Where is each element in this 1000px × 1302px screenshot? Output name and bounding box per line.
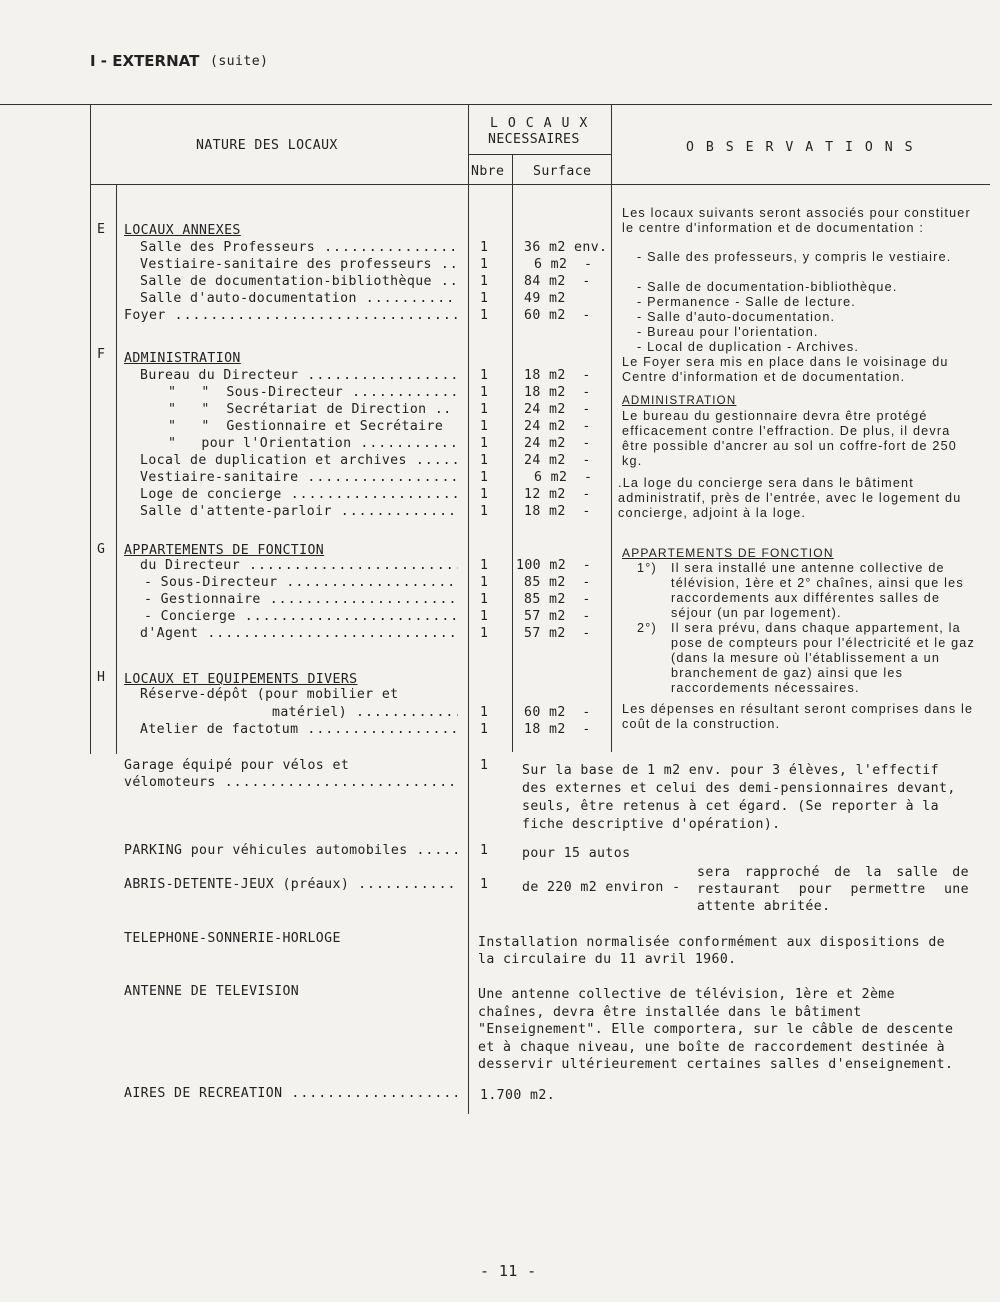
col-border-left [90, 104, 91, 754]
col-header-surface: Surface [533, 164, 592, 179]
row-surface: 85 m2 - [524, 592, 591, 607]
obs-e-item: - Salle de documentation-bibliothèque. [637, 280, 898, 294]
row-label: Salle de documentation-bibliothèque ..... [140, 274, 458, 289]
row-surface: 49 m2 [524, 291, 566, 306]
abris-obs-left: de 220 m2 environ - [522, 880, 681, 895]
obs-e-item: - Permanence - Salle de lecture. [637, 295, 856, 309]
row-surface: 24 m2 - [524, 453, 591, 468]
obs-g-title: APPARTEMENTS DE FONCTION [622, 546, 834, 560]
parking-obs: pour 15 autos [522, 846, 631, 861]
row-nbre: 1 [480, 575, 489, 590]
table-top-rule [0, 104, 992, 105]
row-nbre: 1 [480, 291, 489, 306]
row-surface: 36 m2 env. [524, 240, 608, 255]
row-label: - Gestionnaire ..... [144, 592, 458, 607]
obs-f-text: Le bureau du gestionnaire devra être protégé efficacement contre l'effraction. De plus, il devra être possible d'ancrer au sol un coffre-fort de 250 kg. [622, 409, 957, 468]
row-surface: 18 m2 - [524, 722, 591, 737]
row-surface: 85 m2 - [524, 575, 591, 590]
row-label: du Directeur ..... [140, 558, 458, 573]
row-nbre: 1 [480, 419, 489, 434]
row-label: Vestiaire-sanitaire ..... [140, 470, 458, 485]
row-surface: 57 m2 - [524, 626, 591, 641]
obs-f-title: ADMINISTRATION [622, 395, 737, 407]
row-nbre: 1 [480, 436, 489, 451]
row-surface: 18 m2 - [524, 504, 591, 519]
row-label: " " Secrétariat de Direction .. [168, 402, 452, 417]
col-header-necessaires: NECESSAIRES [488, 132, 580, 147]
row-label: Vestiaire-sanitaire des professeurs ..... [140, 257, 458, 272]
garage-label-2: vélomoteurs ..... [124, 775, 458, 790]
antenne-obs: Une antenne collective de télévision, 1ère et 2ème chaînes, devra être installée dans le bâtiment "Enseignement". Elle comportera, sur le câble de descente et à chaque niveau, une boîte de raccordement destinée à desservir ultérieurement certaines salles d'enseignement. [478, 987, 954, 1072]
obs-g-text: Les dépenses en résultant seront comprises dans le coût de la construction. [622, 702, 974, 731]
section-title: LOCAUX ET EQUIPEMENTS DIVERS [124, 672, 358, 687]
row-nbre: 1 [480, 240, 489, 255]
row-surface: 24 m2 - [524, 436, 591, 451]
row-nbre: 1 [480, 368, 489, 383]
obs-g-num: 1°) [637, 561, 657, 575]
row-label: - Sous-Directeur ..... [144, 575, 458, 590]
page-number: - 11 - [480, 1262, 537, 1280]
abris-nbre: 1 [480, 877, 489, 892]
page-subtitle: (suite) [210, 54, 269, 69]
obs-e-foyer: Le Foyer sera mis en place dans le voisinage du Centre d'information et de documentation. [622, 355, 949, 384]
row-nbre: 1 [480, 453, 489, 468]
row-surface: 57 m2 - [524, 609, 591, 624]
row-nbre: 1 [480, 257, 489, 272]
parking-label: PARKING pour véhicules automobiles ..... [124, 843, 458, 858]
col-border-surface [611, 104, 612, 752]
row-label: d'Agent ..... [140, 626, 458, 641]
row-label: Salle d'auto-documentation ..... [140, 291, 458, 306]
row-surface: 24 m2 - [524, 402, 591, 417]
section-title: ADMINISTRATION [124, 351, 241, 366]
row-surface: 60 m2 - [524, 705, 591, 720]
tel-label: TELEPHONE-SONNERIE-HORLOGE [124, 931, 341, 946]
col-border-nbre [512, 154, 513, 752]
obs-e-item: - Salle des professeurs, y compris le vestiaire. [637, 250, 952, 264]
section-letter: H [97, 670, 106, 685]
row-label: Bureau du Directeur ..... [140, 368, 458, 383]
row-label: Réserve-dépôt (pour mobilier et [140, 687, 399, 702]
row-label: " " Sous-Directeur ..... [168, 385, 458, 400]
row-label: Local de duplication et archives ..... [140, 453, 458, 468]
obs-e-item: - Bureau pour l'orientation. [637, 325, 819, 339]
row-label: Atelier de factotum ..... [140, 722, 458, 737]
row-nbre: 1 [480, 558, 489, 573]
header-bottom-rule [90, 184, 990, 185]
obs-g-item: Il sera prévu, dans chaque appartement, la pose de compteurs pour l'électricité et le gaz (dans la mesure où l'établissement a un branchement de gaz) ainsi que les raccordements nécessaires. [671, 621, 976, 695]
row-surface: 6 m2 - [534, 257, 593, 272]
col-header-nature: NATURE DES LOCAUX [196, 138, 338, 153]
row-surface: 100 m2 - [516, 558, 592, 573]
row-label: " pour l'Orientation ..... [168, 436, 458, 451]
col-border-nature [468, 104, 469, 1114]
obs-e-item: - Salle d'auto-documentation. [637, 310, 836, 324]
aires-obs: 1.700 m2. [480, 1088, 556, 1103]
section-letter: E [97, 222, 106, 237]
row-nbre: 1 [480, 402, 489, 417]
row-nbre: 1 [480, 274, 489, 289]
parking-nbre: 1 [480, 843, 489, 858]
row-surface: 6 m2 - [534, 470, 593, 485]
row-nbre: 1 [480, 487, 489, 502]
obs-f-text: .La loge du concierge sera dans le bâtiment administratif, près de l'entrée, avec le logement du concierge, adjoint à la loge. [618, 476, 962, 520]
col-header-nbre: Nbre [471, 164, 505, 179]
header-sub-rule [468, 154, 611, 155]
row-surface: 60 m2 - [524, 308, 591, 323]
row-label: Foyer ..... [124, 308, 458, 323]
garage-obs: Sur la base de 1 m2 env. pour 3 élèves, l'effectif des externes et celui des demi-pensionnaires devant, seuls, être retenus à cet égard. (Se reporter à la fiche descriptive d'opération). [522, 763, 956, 832]
garage-label: Garage équipé pour vélos et [124, 758, 350, 773]
row-label: " " Gestionnaire et Secrétaire [168, 419, 444, 434]
row-label: Salle d'attente-parloir ..... [140, 504, 458, 519]
row-label: Loge de concierge ..... [140, 487, 458, 502]
row-surface: 24 m2 - [524, 419, 591, 434]
obs-e-intro: Les locaux suivants seront associés pour constituer le centre d'information et de documentation : [622, 206, 971, 235]
row-nbre: 1 [480, 705, 489, 720]
row-nbre: 1 [480, 470, 489, 485]
page-title: I - EXTERNAT [90, 52, 200, 70]
section-title: LOCAUX ANNEXES [124, 223, 241, 238]
col-header-locaux: L O C A U X [490, 116, 589, 131]
section-title: APPARTEMENTS DE FONCTION [124, 543, 325, 558]
row-nbre: 1 [480, 722, 489, 737]
row-nbre: 1 [480, 592, 489, 607]
row-nbre: 1 [480, 626, 489, 641]
col-border-inner [116, 184, 117, 754]
row-label: Salle des Professeurs ..... [140, 240, 458, 255]
row-nbre: 1 [480, 504, 489, 519]
row-surface: 84 m2 - [524, 274, 591, 289]
abris-label: ABRIS-DETENTE-JEUX (préaux) ..... [124, 877, 458, 892]
antenne-label: ANTENNE DE TELEVISION [124, 984, 300, 999]
row-nbre: 1 [480, 609, 489, 624]
aires-label: AIRES DE RECREATION ..... [124, 1086, 458, 1101]
row-nbre: 1 [480, 385, 489, 400]
row-label: matériel) ..... [272, 705, 458, 720]
tel-obs: Installation normalisée conformément aux dispositions de la circulaire du 11 avril 1960. [478, 935, 946, 967]
row-surface: 12 m2 - [524, 487, 591, 502]
section-letter: G [97, 542, 106, 557]
garage-nbre: 1 [480, 758, 489, 773]
obs-g-num: 2°) [637, 621, 657, 635]
abris-obs-right: sera rapproché de la salle de restaurant pour permettre une attente abritée. [697, 865, 969, 914]
col-header-observations: O B S E R V A T I O N S [686, 140, 915, 155]
obs-e-item: - Local de duplication - Archives. [637, 340, 860, 354]
row-surface: 18 m2 - [524, 368, 591, 383]
row-surface: 18 m2 - [524, 385, 591, 400]
obs-g-item: Il sera installé une antenne collective de télévision, 1ère et 2° chaînes, ainsi que les raccordements aux différentes salles de séjour (un par logement). [671, 561, 964, 620]
row-label: - Concierge ..... [144, 609, 458, 624]
section-letter: F [97, 347, 106, 362]
row-nbre: 1 [480, 308, 489, 323]
